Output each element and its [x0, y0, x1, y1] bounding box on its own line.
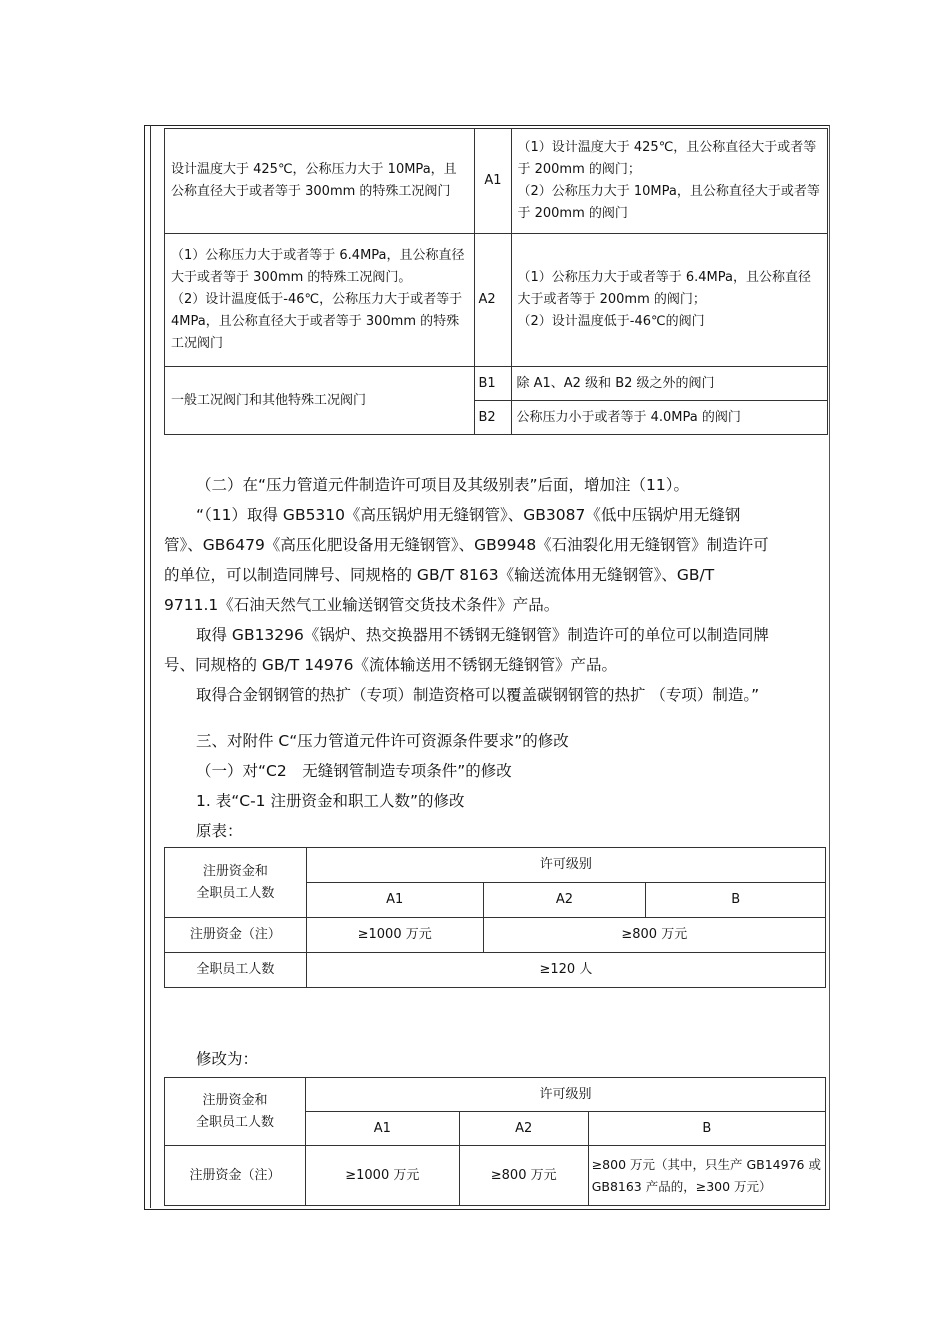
valve-grade-a1: A1: [474, 129, 512, 234]
valve-detail-a1: （1）设计温度大于 425℃，且公称直径大于或者等于 200mm 的阀门； （2）公称压力大于 10MPa，且公称直径大于或者等于 200mm 的阀门: [512, 129, 828, 234]
para-hot-expansion: 取得合金钢钢管的热扩（专项）制造资格可以覆盖碳钢钢管的热扩 （专项）制造。”: [196, 686, 760, 704]
col-b: B: [588, 1112, 825, 1146]
capital-label: 注册资金（注）: [165, 918, 307, 953]
valve-detail-b1: 除 A1、A2 级和 B2 级之外的阀门: [512, 367, 828, 401]
valve-desc-general: 一般工况阀门和其他特殊工况阀门: [165, 367, 475, 435]
level-header: 许可级别: [306, 848, 825, 883]
capital-b-line-2: GB8163 产品的，≥300 万元）: [591, 1178, 772, 1194]
table-row: [165, 918, 826, 953]
col-a1: A1: [305, 1112, 459, 1146]
frame-rule: [150, 125, 151, 1208]
table-row: [165, 848, 826, 883]
valve-detail-b2: 公称压力小于或者等于 4.0MPa 的阀门: [512, 401, 828, 435]
table-corner-cell: [165, 848, 307, 918]
para-stainless-line1: 取得 GB13296《锅炉、热交换器用不锈钢无缝钢管》制造许可的单位可以制造同牌: [196, 626, 769, 644]
para-note-11-line4: 9711.1《石油天然气工业输送钢管交货技术条件》产品。: [164, 596, 560, 614]
capital-a2: ≥800 万元: [459, 1146, 588, 1206]
valve-grade-b2: B2: [474, 401, 512, 435]
valve-grade-a2: A2: [474, 234, 512, 367]
original-capital-table: [164, 847, 826, 988]
col-b: B: [646, 883, 826, 918]
original-table-label: 原表：: [196, 822, 243, 840]
corner-line-1: 注册资金和: [202, 1092, 268, 1108]
para-note-11-line3: 的单位，可以制造同牌号、同规格的 GB/T 8163《输送流体用无缝钢管》、GB/T: [164, 566, 715, 584]
para-note-11-line2: 管》、GB6479《高压化肥设备用无缝钢管》、GB9948《石油裂化用无缝钢管》制造许可: [164, 536, 769, 554]
level-header: 许可级别: [305, 1078, 825, 1112]
item-heading-1: 1. 表“C-1 注册资金和职工人数”的修改: [196, 792, 465, 810]
table-row: [165, 367, 828, 401]
table-row: [165, 129, 828, 234]
col-a2: A2: [459, 1112, 588, 1146]
capital-b-line-1: ≥800 万元（其中，只生产 GB14976 或: [591, 1156, 821, 1172]
table-corner-cell: [165, 1078, 306, 1146]
capital-a2-b: ≥800 万元: [483, 918, 825, 953]
table-row: [165, 1078, 826, 1112]
staff-label: 全职员工人数: [165, 953, 307, 988]
valve-desc-a1: 设计温度大于 425℃，公称压力大于 10MPa，且公称直径大于或者等于 300mm 的特殊工况阀门: [165, 129, 475, 234]
capital-a1: ≥1000 万元: [306, 918, 483, 953]
valve-detail-a2: （1）公称压力大于或者等于 6.4MPa，且公称直径大于或者等于 200mm 的阀门； （2）设计温度低于-46℃的阀门: [512, 234, 828, 367]
para-note-11-intro: （二）在“压力管道元件制造许可项目及其级别表”后面，增加注（11）。: [196, 476, 690, 494]
col-a2: A2: [483, 883, 646, 918]
col-a1: A1: [306, 883, 483, 918]
table-row: [165, 953, 826, 988]
subsection-heading: （一）对“C2 无缝钢管制造专项条件”的修改: [196, 762, 512, 780]
corner-line-1: 注册资金和: [202, 863, 268, 879]
corner-line-2: 全职员工人数: [195, 1114, 274, 1130]
para-stainless-line2: 号、同规格的 GB/T 14976《流体输送用不锈钢无缝钢管》产品。: [164, 656, 617, 674]
para-note-11-line1: “（11）取得 GB5310《高压锅炉用无缝钢管》、GB3087《低中压锅炉用无缝钢: [196, 506, 741, 524]
valve-grade-table: [164, 128, 828, 435]
staff-all: ≥120 人: [306, 953, 825, 988]
capital-b: [588, 1146, 825, 1206]
table-row: [165, 1146, 826, 1206]
valve-grade-b1: B1: [474, 367, 512, 401]
modified-table-label: 修改为：: [196, 1050, 259, 1068]
corner-line-2: 全职员工人数: [196, 885, 275, 901]
capital-a1: ≥1000 万元: [305, 1146, 459, 1206]
valve-desc-a2: （1）公称压力大于或者等于 6.4MPa，且公称直径大于或者等于 300mm 的特殊工况阀门。 （2）设计温度低于-46℃，公称压力大于或者等于 4MPa，且公称直径大于或者等于 300mm 的特殊工况阀门: [165, 234, 475, 367]
section-heading-3: 三、对附件 C“压力管道元件许可资源条件要求”的修改: [196, 732, 569, 750]
modified-capital-table: [164, 1077, 826, 1206]
capital-label: 注册资金（注）: [165, 1146, 306, 1206]
table-row: [165, 234, 828, 367]
